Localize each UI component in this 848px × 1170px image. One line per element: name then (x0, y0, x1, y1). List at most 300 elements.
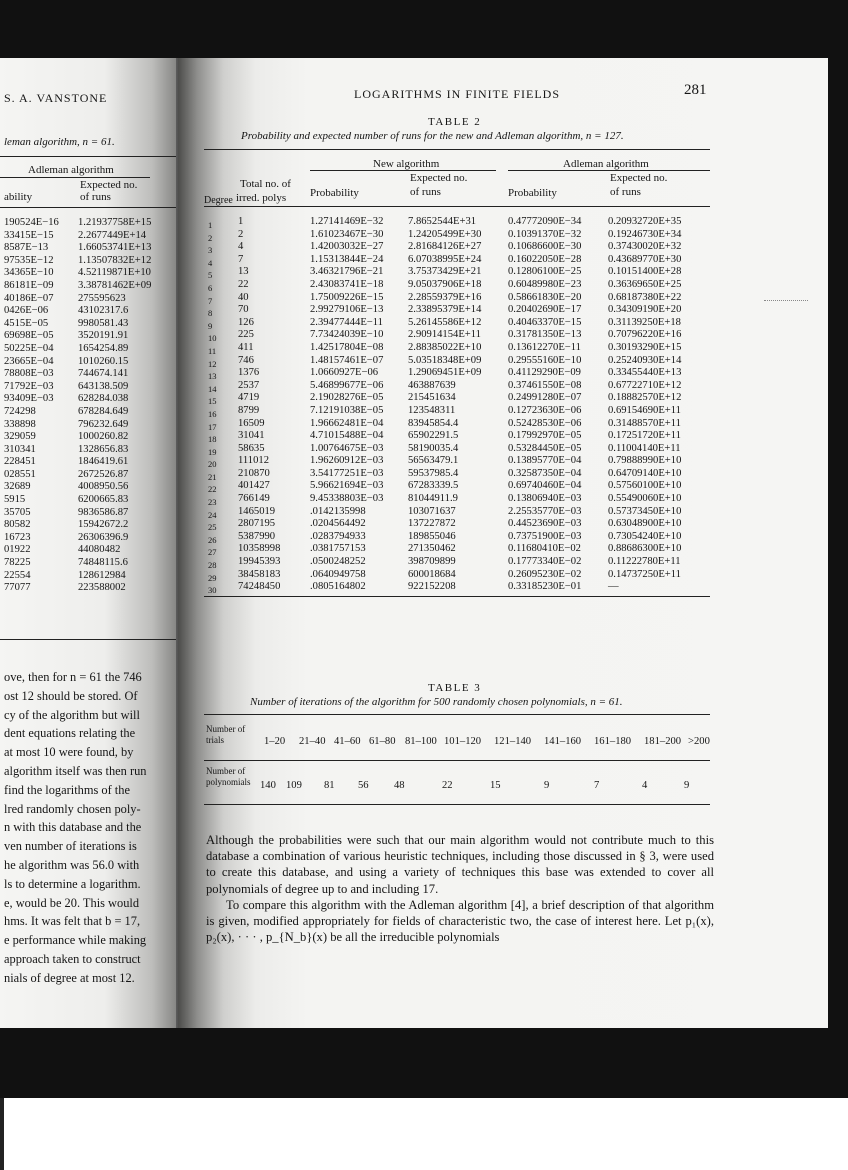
left-probability-cell: 35705 (4, 506, 31, 518)
table2-degree-cell: 13 (208, 371, 217, 382)
table2-degree-cell: 15 (208, 396, 217, 407)
left-expected-cell: 1328656.83 (78, 443, 129, 455)
table2-new-prob-cell: .0381757153 (310, 543, 366, 555)
table2-degree-cell: 9 (208, 320, 213, 331)
table2-new-exp-cell: 2.88385022E+10 (408, 341, 482, 353)
left-probability-cell: 310341 (4, 443, 36, 455)
page-number: 281 (684, 82, 707, 98)
table2-adl-prob-cell: 0.37461550E−08 (508, 379, 582, 391)
left-group-rule (0, 177, 150, 178)
left-expected-cell: 628284.038 (78, 393, 129, 405)
table2-adl-exp-cell: 0.10151400E+28 (608, 266, 682, 278)
table2-new-exp-cell: 398709899 (408, 556, 456, 568)
table2-new-prob-cell: 2.19028276E−05 (310, 392, 384, 404)
table2-new-prob-cell: .0805164802 (310, 581, 366, 593)
left-expected-cell: 223588002 (78, 582, 126, 594)
table2-new-exp-cell: 922152208 (408, 581, 456, 593)
left-expected-cell: 1654254.89 (78, 342, 129, 354)
table2-total-cell: 2 (238, 228, 244, 240)
table2-degree-cell: 4 (208, 257, 213, 268)
table2-degree-cell: 19 (208, 446, 217, 457)
table3-row2-label-line2: polynomials (206, 777, 251, 787)
table2-degree-head: Degree (204, 195, 233, 206)
table2-new-prob-cell: 7.12191038E−05 (310, 404, 384, 416)
table2-adl-exp-cell: 0.33455440E+13 (608, 367, 682, 379)
left-expected-cell: 3.38781462E+09 (78, 279, 152, 291)
left-text-line: algorithm itself was then run (4, 763, 147, 778)
table2-new-exp-head-1: Expected no. (410, 172, 468, 184)
left-expected-cell: 275595623 (78, 292, 126, 304)
table2-total-column (238, 216, 280, 594)
table2-degree-cell: 17 (208, 421, 217, 432)
left-text-line: dent equations relating the (4, 726, 136, 741)
table2-adl-prob-cell: 0.40463370E−15 (508, 316, 582, 328)
table2-adleman-group-rule (508, 170, 710, 171)
table2-degree-cell: 18 (208, 434, 217, 445)
table2-new-prob-cell: 1.75009226E−15 (310, 291, 384, 303)
table2-adl-prob-cell: 0.58661830E−20 (508, 291, 582, 303)
table2-adl-prob-cell: 0.12723630E−06 (508, 404, 582, 416)
table2-new-prob-cell: 3.46321796E−21 (310, 266, 384, 278)
table2-degree-cell: 23 (208, 497, 217, 508)
table2-adl-exp-cell: 0.11222780E+11 (608, 556, 681, 568)
table2-new-prob-cell: .0283794933 (310, 530, 366, 542)
table2-total-cell: 16509 (238, 417, 265, 429)
left-body-text (4, 668, 146, 988)
table3-count-cell: 22 (442, 780, 453, 791)
table2-adl-exp-cell: 0.18882570E+12 (608, 392, 682, 404)
table2-total-cell: 2807195 (238, 518, 276, 530)
left-probability-cell: 724298 (4, 405, 36, 417)
table2-new-exp-cell: 1.24205499E+30 (408, 228, 482, 240)
scan-bottom-border (0, 1028, 848, 1098)
table2-adl-prob-cell: 0.10686600E−30 (508, 241, 582, 253)
table2-degree-cell: 1 (208, 220, 213, 230)
scan-right-border (828, 58, 848, 1028)
table2-degree-cell: 20 (208, 459, 217, 470)
table2-adl-exp-cell: 0.63048900E+10 (608, 518, 682, 530)
table2-new-prob-cell: 2.39477444E−11 (310, 316, 383, 328)
table2-adl-prob-cell: 0.33185230E−01 (508, 581, 582, 593)
table2-total-cell: 38458183 (238, 568, 281, 580)
table2-adl-prob-cell: 0.31781350E−13 (508, 329, 582, 341)
left-probability-cell: 86181E−09 (4, 279, 54, 291)
left-expected-cell: 796232.649 (78, 418, 129, 430)
table2-adl-exp-cell: 0.30193290E+15 (608, 341, 682, 353)
table2-total-cell: 4 (238, 241, 244, 253)
table2-new-group-rule (310, 170, 496, 171)
table3-count-cell: 48 (394, 780, 405, 791)
table2-total-cell: 401427 (238, 480, 270, 492)
table2-new-prob-cell: 1.61023467E−30 (310, 228, 384, 240)
table2-new-prob-cell: 1.42003032E−27 (310, 241, 384, 253)
left-expected-cell: 3520191.91 (78, 330, 129, 342)
table2-new-prob-cell: 1.48157461E−07 (310, 354, 384, 366)
table3-count-cell: 140 (260, 780, 276, 791)
table2-new-exp-cell: 7.8652544E+31 (408, 216, 477, 227)
right-page (178, 58, 828, 1028)
left-probability-cell: 33415E−15 (4, 229, 54, 241)
left-table-bottom-rule (0, 639, 176, 640)
table2-new-exp-cell: 103071637 (408, 505, 456, 517)
table2-new-exp-cell: 463887639 (408, 379, 456, 391)
left-probability-cell: 329059 (4, 431, 36, 443)
left-text-line: ove, then for n = 61 the 746 (4, 670, 142, 684)
left-probability-cell: 23665E−04 (4, 355, 54, 367)
table3-mid-rule (204, 760, 710, 761)
left-expected-cell: 74848115.6 (78, 557, 128, 569)
table2-degree-cell: 30 (208, 585, 217, 596)
table2-degree-cell: 21 (208, 471, 217, 482)
table2-adleman-head: Adleman algorithm (563, 158, 649, 170)
table2-new-prob-cell: 1.0660927E−06 (310, 367, 379, 379)
left-probability-cell: 80582 (4, 519, 31, 531)
left-expected-cell: 26306396.9 (78, 531, 129, 543)
table2-degree-cell: 8 (208, 308, 213, 319)
left-probability-cell: 50225E−04 (4, 342, 54, 354)
table2-adl-exp-cell: 0.19246730E+34 (608, 228, 682, 240)
table2-adl-prob-cell: 0.12806100E−25 (508, 266, 582, 278)
left-expected-cell: 1000260.82 (78, 431, 129, 443)
table2-new-prob-cell: 1.96260912E−03 (310, 455, 384, 467)
table2-degree-cell: 26 (208, 534, 217, 545)
left-text-line: ls to determine a logarithm. (4, 876, 141, 891)
table2-new-prob-cell: 2.99279106E−13 (310, 304, 384, 316)
left-text-line: ost 12 should be stored. Of (4, 688, 138, 703)
table2-total-cell: 40 (238, 291, 249, 303)
table2-total-cell: 8799 (238, 404, 260, 416)
left-expected-cell: 1.66053741E+13 (78, 242, 152, 254)
table2-new-exp-cell: 65902291.5 (408, 430, 459, 442)
table2-new-prob-cell: .0640949758 (310, 568, 366, 580)
table2-head-rule (204, 206, 710, 207)
left-probability-cell: 190524E−16 (4, 217, 59, 228)
table2-degree-cell: 11 (208, 345, 217, 356)
table2-new-exp-cell: 189855046 (408, 530, 456, 542)
left-expected-cell: 2.2677449E+14 (78, 229, 147, 241)
table2-new-exp-cell: 83945854.4 (408, 417, 459, 429)
table2-adl-prob-cell: 0.13806940E−03 (508, 493, 582, 505)
left-probability-cell: 93409E−03 (4, 393, 54, 405)
table2-new-exp-cell: 2.33895379E+14 (408, 304, 482, 316)
left-text-line: ven number of iterations is (4, 839, 137, 854)
table2-new-exp-column (408, 216, 481, 594)
table2-adl-exp-cell: 0.20932720E+35 (608, 216, 682, 227)
table2-total-cell: 19945393 (238, 556, 281, 568)
left-probability-cell: 40186E−07 (4, 292, 54, 304)
left-probability-cell: 16723 (4, 531, 31, 543)
left-running-header: S. A. VANSTONE (4, 91, 108, 105)
left-probability-cell: 71792E−03 (4, 380, 54, 392)
table2-adl-prob-cell: 0.20402690E−17 (508, 304, 582, 316)
table2-adl-exp-column (608, 216, 681, 594)
table2-degree-cell: 3 (208, 245, 213, 256)
table2-adl-prob-cell: 0.69740460E−04 (508, 480, 582, 492)
table3-range-cell: 121–140 (494, 736, 532, 747)
table2-adl-exp-cell: 0.70796220E+16 (608, 329, 682, 341)
table2-new-prob-cell: 1.27141469E−32 (310, 216, 384, 227)
left-text-line: nials of degree at most 12. (4, 970, 135, 985)
table3-row2-label-line1: Number of (206, 766, 246, 776)
table3-range-cell: 181–200 (644, 736, 682, 747)
left-text-line: lred randomly chosen poly- (4, 801, 141, 816)
left-probability-cell: 69698E−05 (4, 330, 54, 342)
table2-adl-exp-cell: 0.69154690E+11 (608, 404, 681, 416)
table2-new-prob-head: Probability (310, 187, 359, 199)
left-text-line: cy of the algorithm but will (4, 707, 140, 722)
table2-total-cell: 111012 (238, 455, 269, 467)
table2-new-exp-cell: 137227872 (408, 518, 456, 530)
table2-new-prob-cell: 3.54177251E−03 (310, 467, 384, 479)
table2-adl-exp-head-1: Expected no. (610, 172, 668, 184)
scan-bottom-edge-line (0, 1098, 4, 1170)
table2-adl-exp-cell: 0.37430020E+32 (608, 241, 682, 253)
left-page (0, 58, 190, 1028)
table2-adl-exp-cell: 0.57560100E+10 (608, 480, 682, 492)
table2-new-prob-cell: 1.15313844E−24 (310, 253, 384, 265)
table2-adl-exp-cell: 0.73054240E+10 (608, 530, 682, 542)
table3-count-cell: 9 (684, 780, 690, 791)
table2-new-exp-cell: 215451634 (408, 392, 456, 404)
left-col-head-probability: ability (4, 191, 33, 203)
table2-new-prob-cell: 1.00764675E−03 (310, 442, 384, 454)
left-expected-cell: 1.13507832E+12 (78, 254, 152, 266)
table2-degree-cell: 5 (208, 270, 213, 281)
table2-adl-exp-cell: 0.14737250E+11 (608, 568, 681, 580)
left-probability-cell: 77077 (4, 582, 31, 594)
left-probability-cell: 338898 (4, 418, 36, 430)
table3-row1-label-line2: trials (206, 735, 224, 745)
table2-caption: Probability and expected number of runs for the new and Adleman algorithm, n = 127. (241, 130, 624, 142)
table3-count-cell: 109 (286, 780, 302, 791)
table2-degree-cell: 24 (208, 509, 217, 520)
table2-total-cell: 126 (238, 316, 254, 328)
table2-total-cell: 411 (238, 341, 254, 353)
left-text-line: e performance while making (4, 933, 147, 948)
table2-total-cell: 225 (238, 329, 254, 341)
table3-row2-label (206, 766, 251, 788)
table2-new-prob-cell: 7.73424039E−10 (310, 329, 384, 341)
table3-range-cell: 1–20 (264, 736, 286, 747)
left-probability-cell: 97535E−12 (4, 254, 54, 266)
table2-total-cell: 1465019 (238, 505, 276, 517)
table3-count-cell: 4 (642, 780, 648, 791)
table3-count-cell: 56 (358, 780, 369, 791)
table2-adl-exp-cell: 0.34309190E+20 (608, 304, 682, 316)
table2-total-cell: 7 (238, 253, 244, 265)
table2-new-exp-cell: 2.81684126E+27 (408, 241, 482, 253)
left-probability-cell: 32689 (4, 481, 31, 493)
table2-new-prob-cell: 2.43083741E−18 (310, 278, 384, 290)
table2-new-exp-head-2: of runs (410, 186, 441, 198)
table2-adl-prob-cell: 0.53284450E−05 (508, 442, 582, 454)
table2-adl-exp-cell: 0.88686300E+10 (608, 543, 682, 555)
table2-adl-prob-head: Probability (508, 187, 557, 199)
left-probability-cell: 78808E−03 (4, 368, 54, 380)
table2-adl-exp-cell: 0.25240930E+14 (608, 354, 682, 366)
table2-adl-prob-cell: 0.32587350E−04 (508, 467, 582, 479)
table3-range-cell: 41–60 (334, 736, 361, 747)
table2-adl-exp-cell: 0.64709140E+10 (608, 467, 682, 479)
table2-adl-prob-cell: 0.13895770E−04 (508, 455, 582, 467)
left-expected-cell: 15942672.2 (78, 519, 129, 531)
table3-title: TABLE 3 (428, 682, 482, 694)
table2-new-exp-cell: 81044911.9 (408, 493, 458, 505)
table2-new-prob-cell: 4.71015488E−04 (310, 430, 384, 442)
table2-adl-exp-head-2: of runs (610, 186, 641, 198)
table2-new-prob-cell: .0500248252 (310, 556, 366, 568)
table2-adl-exp-cell: 0.11004140E+11 (608, 442, 681, 454)
left-probability-cell: 22554 (4, 569, 31, 581)
table3-caption: Number of iterations of the algorithm for 500 randomly chosen polynomials, n = 61. (250, 696, 623, 708)
table2-new-prob-cell: .0142135998 (310, 505, 366, 517)
table2-adl-prob-cell: 0.10391370E−32 (508, 228, 582, 240)
table2-degree-cell: 29 (208, 572, 217, 583)
left-col-head-expected-1: Expected no. (80, 179, 138, 191)
left-col-group-head: Adleman algorithm (28, 164, 114, 176)
table2-new-exp-cell: 59537985.4 (408, 467, 459, 479)
left-table-top-rule (0, 156, 176, 157)
left-expected-cell: 1010260.15 (78, 355, 129, 367)
table2-new-exp-cell: 2.90914154E+11 (408, 329, 481, 341)
table2-adl-prob-cell: 0.24991280E−07 (508, 392, 582, 404)
left-text-line: approach taken to construct (4, 951, 141, 966)
table2-adl-exp-cell: 0.43689770E+30 (608, 253, 682, 265)
table2-degree-column (208, 219, 217, 597)
table2-total-cell: 10358998 (238, 543, 281, 555)
table2-adl-prob-cell: 0.13612270E−11 (508, 341, 581, 353)
left-expected-cell: 44080482 (78, 544, 121, 556)
left-expected-column (78, 217, 151, 595)
table3-range-cell: >200 (688, 736, 710, 747)
left-expected-cell: 9836586.87 (78, 506, 129, 518)
table2-new-prob-cell: 5.96621694E−03 (310, 480, 384, 492)
left-expected-cell: 1846419.61 (78, 456, 129, 468)
left-expected-cell: 6200665.83 (78, 494, 129, 506)
table2-total-cell: 766149 (238, 493, 270, 505)
left-expected-cell: 43102317.6 (78, 305, 129, 317)
left-probability-cell: 4515E−05 (4, 317, 49, 329)
left-probability-cell: 0426E−06 (4, 305, 49, 317)
table3-range-cell: 81–100 (405, 736, 437, 747)
table2-new-exp-cell: 123548311 (408, 404, 456, 416)
table2-total-cell: 31041 (238, 430, 265, 442)
table3-range-cell: 161–180 (594, 736, 632, 747)
table2-degree-cell: 12 (208, 358, 217, 369)
table3-count-cell: 81 (324, 780, 335, 791)
table2-total-head-2: irred. polys (236, 192, 287, 204)
table2-new-exp-cell: 600018684 (408, 568, 456, 580)
table2-adl-prob-column (508, 216, 581, 594)
table2-adl-exp-cell: 0.67722710E+12 (608, 379, 682, 391)
table3-range-cell: 141–160 (544, 736, 582, 747)
table3-row1-label-line1: Number of (206, 724, 246, 734)
table2-adl-prob-cell: 0.26095230E−02 (508, 568, 582, 580)
table3-range-cell: 61–80 (369, 736, 396, 747)
table2-total-cell: 74248450 (238, 581, 281, 593)
left-probability-cell: 5915 (4, 494, 26, 506)
table2-total-cell: 746 (238, 354, 254, 366)
left-table-caption: leman algorithm, n = 61. (4, 136, 115, 148)
table2-new-exp-cell: 6.07038995E+24 (408, 253, 482, 265)
scan-bottom-margin (0, 1098, 848, 1170)
table2-total-cell: 22 (238, 278, 249, 290)
table2-new-prob-cell: 1.42517804E−08 (310, 341, 384, 353)
left-expected-cell: 678284.649 (78, 405, 129, 417)
table3-range-cell: 21–40 (299, 736, 326, 747)
left-probability-cell: 028551 (4, 468, 36, 480)
left-expected-cell: 1.21937758E+15 (78, 217, 152, 228)
table2-adl-prob-cell: 0.16022050E−28 (508, 253, 582, 265)
table3-row1-label (206, 724, 245, 746)
table2-total-cell: 70 (238, 304, 249, 316)
table2-adl-exp-cell: 0.36369650E+25 (608, 278, 682, 290)
table2-total-cell: 1376 (238, 367, 260, 379)
table2-adl-prob-cell: 0.73751900E−03 (508, 530, 582, 542)
table2-degree-cell: 14 (208, 383, 217, 394)
table2-adl-prob-cell: 0.11680410E−02 (508, 543, 581, 555)
table2-new-exp-cell: 5.03518348E+09 (408, 354, 482, 366)
table2-top-rule (204, 149, 710, 150)
left-expected-cell: 2672526.87 (78, 468, 129, 480)
table2-new-exp-cell: 67283339.5 (408, 480, 459, 492)
left-expected-cell: 744674.141 (78, 368, 129, 380)
table2-adl-exp-cell: 0.31139250E+18 (608, 316, 681, 328)
left-text-line: hms. It was felt that b = 17, (4, 914, 141, 929)
table2-new-exp-cell: 58190035.4 (408, 442, 459, 454)
left-text-line: at most 10 were found, by (4, 745, 134, 760)
left-expected-cell: 128612984 (78, 569, 126, 581)
table2-new-exp-cell: 9.05037906E+18 (408, 278, 482, 290)
left-expected-cell: 9980581.43 (78, 317, 129, 329)
table2-new-exp-cell: 2.28559379E+16 (408, 291, 482, 303)
table2-adl-exp-cell: 0.17251720E+11 (608, 430, 681, 442)
table2-total-cell: 1 (238, 216, 244, 227)
left-text-line: he algorithm was 56.0 with (4, 857, 140, 872)
scan-speck (764, 300, 808, 305)
left-probability-cell: 228451 (4, 456, 36, 468)
table2-new-exp-cell: 5.26145586E+12 (408, 316, 482, 328)
table2-new-prob-cell: 1.96662481E−04 (310, 417, 384, 429)
table3-count-cell: 9 (544, 780, 550, 791)
table2-degree-cell: 27 (208, 547, 217, 558)
left-probability-cell: 34365E−10 (4, 267, 54, 279)
left-expected-cell: 643138.509 (78, 380, 129, 392)
left-probability-column (4, 217, 59, 595)
table3-count-cell: 15 (490, 780, 501, 791)
left-text-line: e, would be 20. This would (4, 895, 140, 910)
scan-top-border (0, 0, 848, 58)
table2-total-head-1: Total no. of (240, 178, 291, 190)
table2-degree-cell: 22 (208, 484, 217, 495)
table2-new-prob-cell: 5.46899677E−06 (310, 379, 384, 391)
table2-degree-cell: 25 (208, 522, 217, 533)
left-probability-cell: 78225 (4, 557, 31, 569)
left-col-head-expected-2: of runs (80, 191, 111, 203)
table3-bottom-rule (204, 804, 710, 805)
table2-adl-prob-cell: 0.17773340E−02 (508, 556, 582, 568)
table2-adl-prob-cell: 2.25535770E−03 (508, 505, 582, 517)
left-probability-cell: 01922 (4, 544, 31, 556)
table2-total-cell: 210870 (238, 467, 270, 479)
left-text-line: find the logarithms of the (4, 782, 130, 797)
table2-degree-cell: 2 (208, 232, 213, 243)
left-probability-cell: 8587E−13 (4, 242, 49, 254)
table2-bottom-rule (204, 596, 710, 597)
table3-range-cell: 101–120 (444, 736, 482, 747)
table2-total-cell: 5387990 (238, 530, 276, 542)
left-head-rule (0, 207, 176, 208)
